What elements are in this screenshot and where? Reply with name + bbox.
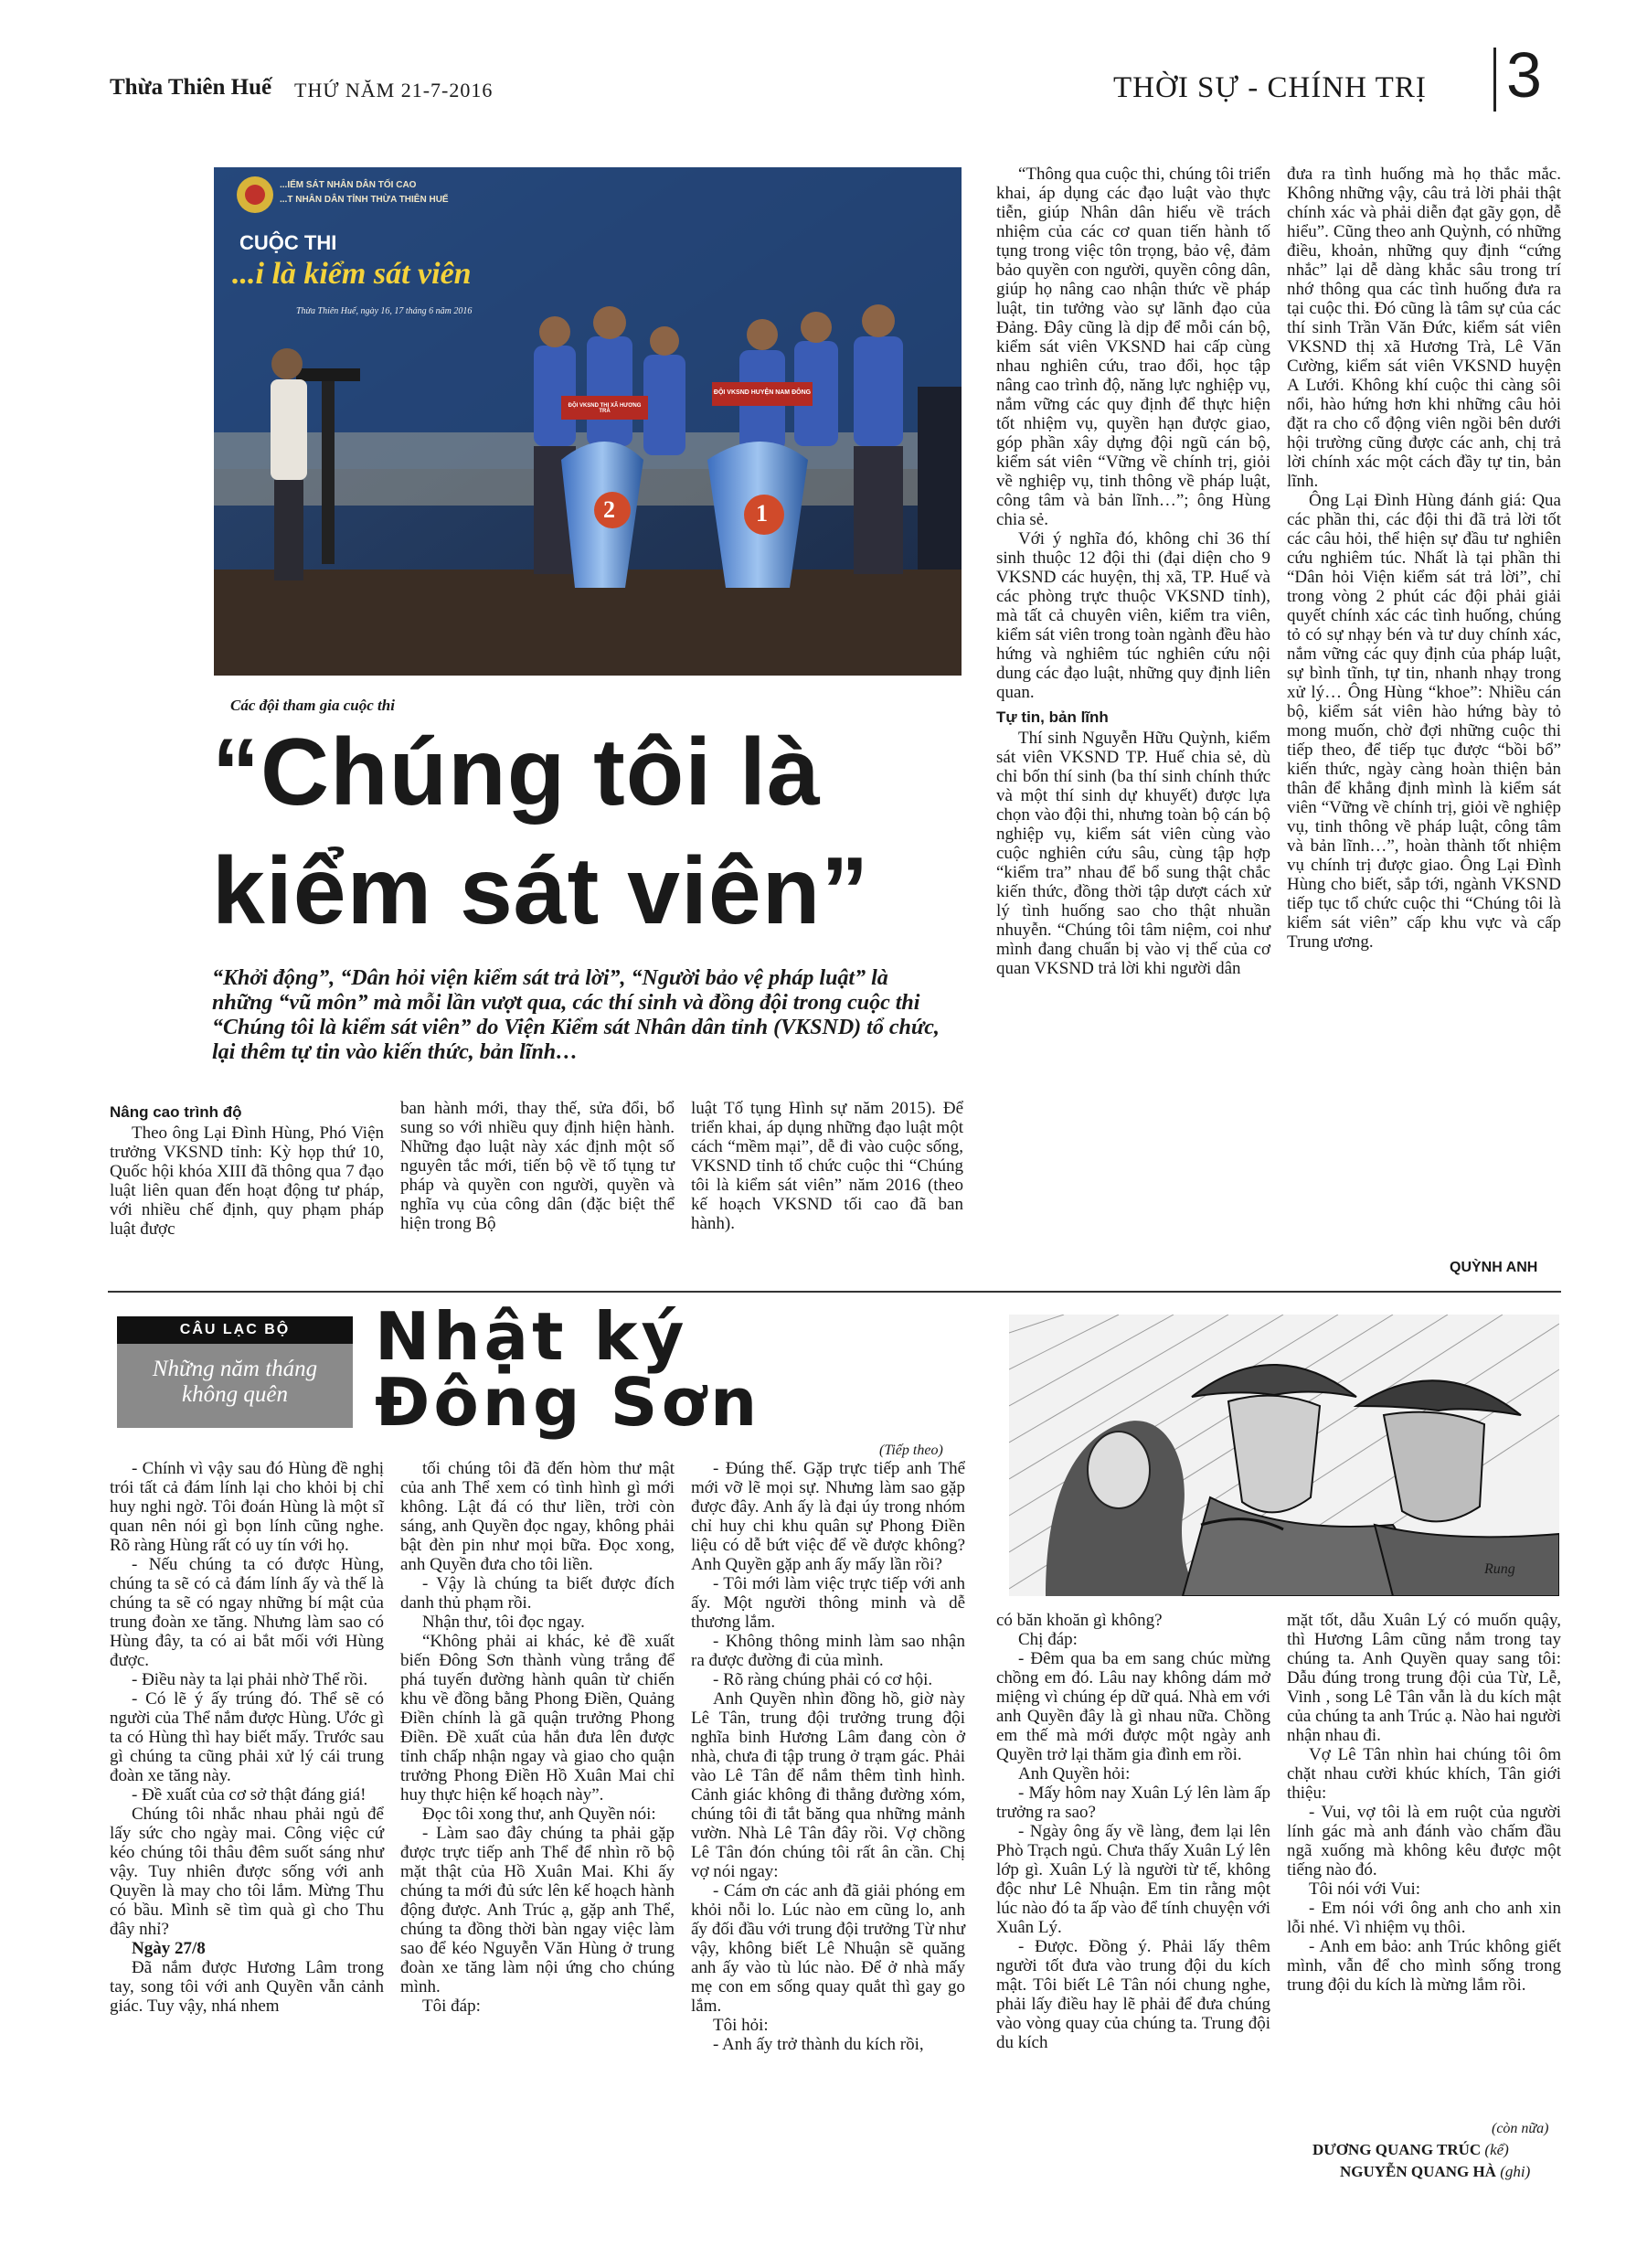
page-header <box>0 0 1647 110</box>
team2-sign: ĐỘI VKSND THỊ XÃ HƯƠNG TRÀ <box>568 403 642 414</box>
story-paragraph: Chị đáp: <box>1018 1630 1078 1649</box>
story-paragraph: - Điều này ta lại phải nhờ Thể rồi. <box>132 1670 368 1689</box>
top-col-2 <box>400 1099 675 1233</box>
bottom-col-2 <box>400 1459 675 2016</box>
story-paragraph: - Cám ơn các anh đã giải phóng em khỏi nỗi lo. Lúc nào em cũng lo, anh ấy đối đầu với trung đội trưởng Từ như vậy, không biết Lê Nhuận sẽ quăng anh ấy vào tù lúc nào. Để ở nhà mấy mẹ con em sống quay quắt thì gay go lắm. <box>691 1881 965 2016</box>
author-2-name: NGUYỄN QUANG HÀ <box>1340 2163 1496 2180</box>
subheading-1: Nâng cao trình độ <box>110 1103 242 1121</box>
host-figure <box>271 348 307 580</box>
story-paragraph: “Không phải ai khác, kẻ đề xuất biến Đông Sơn thành vùng trắng để phá tuyến đường hành quân từ chiến khu về đồng bằng Phong Điền, Quảng Điền chính là gã quận trưởng Phong Điền. Đề xuất của hắn đưa lên được tỉnh chấp nhận ngay và giao cho quận trưởng Phong Điền Hồ Xuân Mai chỉ huy thực hiện kế hoạch này”. <box>400 1632 675 1805</box>
club-label-box <box>117 1316 353 1344</box>
story-paragraph: - Vui, vợ tôi là em ruột của người lính gác mà anh đánh vào chấm đầu ngã xuống mà không kêu được một tiếng nào đó. <box>1287 1803 1561 1879</box>
story-paragraph: - Làm sao đây chúng ta phải gặp được trực tiếp anh Thể để nhìn rõ bộ mặt thật của Hồ Xuân Mai. Khi ấy chúng ta mới đủ sức lên kế hoạch hành động được. Anh Trúc ạ, gặp anh Thể, chúng ta đồng thời bàn ngay việc làm sao để kéo Nguyễn Văn Hùng ở trung đoàn xe tăng làm nội ứng cho chúng mình. <box>400 1824 675 1996</box>
story-paragraph: - Không thông minh làm sao nhận ra được đường đi của mình. <box>691 1632 965 1670</box>
section-title: THỜI SỰ - CHÍNH TRỊ <box>1113 71 1427 104</box>
bottom-col-3 <box>691 1459 965 2054</box>
author-2-role: (ghi) <box>1500 2163 1531 2180</box>
banner-title-small: CUỘC THI <box>239 231 337 254</box>
banner-line2: ...T NHÂN DÂN TỈNH THỪA THIÊN HUẾ <box>280 195 449 205</box>
top-col-3 <box>691 1099 963 1233</box>
story-paragraph: - Được. Đồng ý. Phải lấy thêm người tốt đưa vào trung đội du kích mật. Tôi biết Lê Tân nói chung nghe, phải lấy điều hay lẽ phải để đưa chúng vào vòng quay của chúng ta. Trung đội du kích <box>996 1937 1270 2052</box>
bottom-col-1 <box>110 1459 384 2016</box>
top-col3-text: luật Tố tụng Hình sự năm 2015). Để triển khai, áp dụng những đạo luật một cách “mềm mại”, dễ đi vào cuộc sống, VKSND tỉnh tổ chức cuộc thi “Chúng tôi là kiểm sát viên” năm 2016 (theo kế hoạch VKSND tối cao đã ban hành). <box>691 1099 963 1233</box>
top-col-4 <box>996 165 1270 978</box>
headline-line1: “Chúng tôi là <box>212 719 821 825</box>
club-label: CÂU LẠC BỘ <box>179 1322 291 1337</box>
story-paragraph: Tôi hỏi: <box>713 2016 769 2035</box>
top-col-5 <box>1287 165 1561 952</box>
top-col4-para2: Với ý nghĩa đó, không chỉ 36 thí sinh thuộc 12 đội thi (đại diện cho 9 VKSND các huyện, thị xã, TP. Huế và các phòng trực thuộc VKSND tỉnh), mà tất cả chuyên viên, kiểm tra viên, kiểm sát viên trong toàn ngành đều hào hứng và nghiêm túc nghiên cứu nội dung các đạo luật, những quy định liên quan. <box>996 529 1270 702</box>
story-paragraph: - Mấy hôm nay Xuân Lý lên làm ấp trưởng ra sao? <box>996 1784 1270 1822</box>
story-paragraph: tối chúng tôi đã đến hòm thư mật của anh Thể xem có tình hình gì mới không. Lật đá có thư liền, trời còn sáng, anh Quyền đọc ngay, không phải bật đèn pin như mọi bữa. Đọc xong, anh Quyền đưa cho tôi liền. <box>400 1459 675 1574</box>
banner-title-big: ...i là kiểm sát viên <box>232 257 472 291</box>
top-article-author: QUỲNH ANH <box>1450 1260 1538 1275</box>
issue-date: THỨ NĂM 21-7-2016 <box>294 79 494 101</box>
podium1-number: 1 <box>756 500 768 527</box>
story-paragraph: - Ngày ông ấy về làng, đem lại lên Phò Trạch ngủ. Chưa thấy Xuân Lý lên lớp gì. Xuân Lý là người từ tế, không độc như Lê Nhuận. Em tin rằng một lúc nào đó ta ấp vào để tính chuyện với Xuân Lý. <box>996 1822 1270 1937</box>
story-paragraph: - Đúng thế. Gặp trực tiếp anh Thể mới vỡ lẽ mọi sự. Nhưng làm sao gặp được đây. Anh ấy là đại úy trong nhóm chỉ huy chi khu quân sự Phong Điền liệu có dễ bứt việc để về được không? Anh Quyền gặp anh ấy mấy lần rồi? <box>691 1459 965 1574</box>
article-lead: “Khởi động”, “Dân hỏi viện kiểm sát trả lời”, “Người bảo vệ pháp luật” là những “vũ môn” mà mỗi lần vượt qua, các thí sinh và đồng đội trong cuộc thi “Chúng tôi là kiểm sát viên” do Viện Kiểm sát Nhân dân tỉnh (VKSND) tổ chức, lại thêm tự tin vào kiến thức, bản lĩnh… <box>212 966 940 1064</box>
soldiers-illustration <box>1009 1315 1559 1596</box>
story-paragraph: mặt tốt, dẫu Xuân Lý có muốn quậy, thì Hương Lâm cũng nắm trong tay chúng ta. Anh Quyền quay sang tôi: Dẫu đúng trong trung đội của Từ, Lễ, Vinh , song Lê Tân vẫn là du kích mật của chúng ta anh Trúc ạ. Nào hai người nhận nhau đi. <box>1287 1611 1561 1745</box>
story-paragraph: - Nếu chúng ta có được Hùng, chúng ta sẽ có cả đám lính ấy và thế là chúng ta sẽ có ngay những bí mật của trung đoàn xe tăng. Nhưng làm sao có Hùng đây, ta có ai bắt mối với Hùng được. <box>110 1555 384 1670</box>
team1-sign: ĐỘI VKSND HUYỆN NAM ĐÔNG <box>713 389 812 396</box>
story-paragraph: - Em nói với ông anh cho anh xin lỗi nhé. Vì nhiệm vụ thôi. <box>1287 1899 1561 1937</box>
story-paragraph: Anh Quyền nhìn đồng hồ, giờ này Lê Tân, trung đội trưởng trung đội nghĩa binh Hương Lâm đang còn ở nhà, chưa đi tập trung ở trạm gác. Phải vào Lê Tân để nắm thêm tình hình. Cảnh giác không đi thẳng đường xóm, chúng tôi đi tắt băng qua những mảnh vườn. Nhà Lê Tân đây rồi. Vợ chồng Lê Tân đón chúng tôi rất ân cần. Chị vợ nói ngay: <box>691 1689 965 1881</box>
top-col4-para3: Thí sinh Nguyễn Hữu Quỳnh, kiểm sát viên VKSND TP. Huế chia sẻ, dù chỉ bốn thí sinh (ba thí sinh chính thức và một thí sinh dự khuyết) được lựa chọn vào đội thi, nhưng toàn bộ cán bộ nghiệp vụ, kiểm sát viên cùng vào cuộc nghiên cứu sâu, cùng tập hợp “kiểm tra” nhau để bổ sung thật chắc kiến thức, đồng thời tập dượt cách xử lý tình huống sao cho thật nhuần nhuyễn. “Chúng tôi tâm niệm, coi như mình đang chuẩn bị vào vị thế của cơ quan VKSND trả lời khi người dân <box>996 729 1270 978</box>
author-1-role: (kể) <box>1484 2141 1509 2158</box>
section-separator <box>108 1291 1561 1293</box>
story-paragraph: Chúng tôi nhắc nhau phải ngủ để lấy sức cho ngày mai. Công việc cứ kéo chúng tôi thâu đêm suốt sáng như vậy. Tuy nhiên được sống với anh Quyền là may cho tôi lắm. Mừng Thu có bầu. Mình sẽ tìm quà gì cho Thu đây nhỉ? <box>110 1805 384 1939</box>
headline-line2: kiểm sát viên” <box>212 838 870 944</box>
soldiers-drawing <box>1009 1315 1559 1596</box>
club-subtitle-line2: không quên <box>182 1382 288 1407</box>
story-paragraph: Ngày 27/8 <box>132 1939 206 1958</box>
club-subtitle-box <box>117 1344 353 1428</box>
illustration-signature: Rung <box>1484 1561 1515 1577</box>
story-paragraph: có băn khoăn gì không? <box>996 1611 1163 1630</box>
to-be-continued: (còn nữa) <box>1492 2121 1549 2136</box>
subheading-2: Tự tin, bản lĩnh <box>996 708 1109 726</box>
paper-name: Thừa Thiên Huế <box>110 75 272 100</box>
top-col2-text: ban hành mới, thay thế, sửa đổi, bổ sung so với nhiều quy định hiện hành. Những đạo luật này xác định một số nguyên tắc mới, tiến bộ về tố tụng tư pháp và quyền con người, quyền và nghĩa vụ của công dân (đặc biệt thể hiện trong Bộ <box>400 1099 675 1233</box>
header-divider <box>1493 48 1496 112</box>
serial-title-line1: Nhật ký <box>375 1298 688 1375</box>
story-paragraph: Đã nắm được Hương Lâm trong tay, song tôi với anh Quyền vẫn cảnh giác. Tuy vậy, nhá nhem <box>110 1958 384 2016</box>
story-paragraph: - Có lẽ ý ấy trúng đó. Thể sẽ có người của Thể nắm được Hùng. Ước gì ta có Hùng thì hay biết mấy. Trước sau gì chúng ta cũng phải xử lý cái trung đoàn xe tăng này. <box>110 1689 384 1785</box>
lectern <box>296 368 360 381</box>
contest-photo <box>214 167 962 676</box>
banner-date: Thừa Thiên Huế, ngày 16, 17 tháng 6 năm 2016 <box>296 306 473 316</box>
bottom-col-4 <box>996 1611 1270 2052</box>
story-paragraph: Tôi nói với Vui: <box>1309 1879 1421 1899</box>
story-paragraph: Tôi đáp: <box>422 1996 481 2016</box>
top-col1-text: Theo ông Lại Đình Hùng, Phó Viện trưởng VKSND tỉnh: Kỳ họp thứ 10, Quốc hội khóa XIII đã thông qua 7 đạo luật liên quan đến hoạt động tư pháp, với nhiều chế định, quy phạm pháp luật được <box>110 1123 384 1239</box>
bottom-col-5 <box>1287 1611 1561 1995</box>
story-paragraph: - Đêm qua ba em sang chúc mừng chồng em đó. Lâu nay không dám mở miệng vì chúng ép dữ quá. Nhà em với anh Quyền đây là gì nhau nữa. Chồng em thế mà mới được một ngày anh Quyền trở lại thăm gia đình em rồi. <box>996 1649 1270 1764</box>
story-paragraph: - Chính vì vậy sau đó Hùng đề nghị trói tất cả đám lính lại cho khỏi bị chỉ huy nghi ngờ. Tôi đoán Hùng là một sĩ quan nên nói gì bọn lính cũng nghe. Rõ ràng Hùng rất có uy tín với họ. <box>110 1459 384 1555</box>
top-col5-para1: đưa ra tình huống mà họ thắc mắc. Không những vậy, câu trả lời phải thật chính xác và phải diễn đạt gãy gọn, dễ hiểu”. Cũng theo anh Quỳnh, có những điều, khoản, những quy định “cứng nhắc” lại dễ dàng khắc sâu trong trí nhớ thông qua các tình huống đưa ra tại cuộc thi. Đó cũng là tâm sự của các thí sinh Trần Văn Đức, kiểm sát viên VKSND thị xã Hương Trà, Lê Văn Cường, kiểm sát viên VKSND huyện A Lưới. Không khí cuộc thi càng sôi nổi, hào hứng hơn khi những câu hỏi đặt ra cho cổ động viên ngồi bên dưới hội trường cũng được các anh, chị trả lời chính xác một cách đầy tự tin, bản lĩnh. <box>1287 165 1561 491</box>
byline-1 <box>1312 2141 1509 2159</box>
club-subtitle-line1: Những năm tháng <box>152 1357 318 1381</box>
story-paragraph: Anh Quyền hỏi: <box>1018 1764 1131 1784</box>
story-paragraph: Vợ Lê Tân nhìn hai chúng tôi ôm chặt nhau cười khúc khích, Tân giới thiệu: <box>1287 1745 1561 1803</box>
story-paragraph: - Anh ấy trở thành du kích rồi, <box>713 2035 924 2054</box>
page-number: 3 <box>1506 39 1542 111</box>
top-col4-para1: “Thông qua cuộc thi, chúng tôi triển khai, áp dụng các đạo luật vào thực tiễn, giúp Nhân dân hiểu về trách nhiệm của các cơ quan tiến hành tố tụng trong việc tôn trọng, bảo vệ, đảm bảo quyền con người, quyền công dân, giúp họ nâng cao nhận thức về pháp luật, tin tưởng vào sự lãnh đạo của Đảng. Đây cũng là dịp để mỗi cán bộ, kiểm sát viên VKSND hai cấp cùng nhau nghiên cứu, trao đổi, học tập nâng cao trình độ, năng lực nghiệp vụ, nắm vững các quy định để thực hiện tốt nhiệm vụ, quyền hạn được giao, góp phần xây dựng đội ngũ cán bộ, kiểm sát viên “Vững về chính trị, giỏi về nghiệp vụ, tinh thông về pháp luật, công tâm và bản lĩnh…”; ông Hùng chia sẻ. <box>996 165 1270 529</box>
continued-note: (Tiếp theo) <box>879 1443 943 1458</box>
story-paragraph: - Anh em bảo: anh Trúc không giết mình, vẫn để cho mình sống trong trung đội du kích là mừng lắm rồi. <box>1287 1937 1561 1995</box>
story-paragraph: Đọc tôi xong thư, anh Quyền nói: <box>422 1805 656 1824</box>
story-paragraph: - Rõ ràng chúng phải có cơ hội. <box>713 1670 933 1689</box>
top-col5-para2: Ông Lại Đình Hùng đánh giá: Qua các phần thi, các đội thi đã trả lời tốt các câu hỏi, thể hiện sự đầu tư nghiên cứu nghiêm túc. Nhất là tại phần thi “Dân hỏi Viện kiểm sát trả lời”, chỉ trong vòng 2 phút các đội phải giải quyết chính xác các tình huống, chúng tỏ có sự nhạy bén và tư duy chính xác, nắm vững các quy định của pháp luật, sự bình tĩnh, tự tin, nhanh nhạy trong xử lý… Ông Hùng “khoe”: Nhiều cán bộ, kiểm sát viên hào hứng bày tỏ mong muốn, chờ đợi những cuộc thi tiếp theo, để tiếp tục được “bồi bổ” kiến thức, ngày càng hoàn thiện bản thân để khẳng định mình là kiểm sát viên “Vững về chính trị, giỏi về nghiệp vụ, tinh thông về pháp luật, công tâm và bản lĩnh…”, hoàn thành tốt nhiệm vụ chính trị được giao. Ông Lại Đình Hùng cho biết, sắp tới, ngành VKSND tiếp tục tổ chức cuộc thi “Chúng tôi là kiểm sát viên” cấp khu vực và cấp Trung ương. <box>1287 491 1561 952</box>
story-paragraph: - Tôi mới làm việc trực tiếp với anh ấy. Một người thông minh và dễ thương lắm. <box>691 1574 965 1632</box>
banner-line1: ...IỂM SÁT NHÂN DÂN TỐI CAO <box>280 180 417 190</box>
story-paragraph: - Vậy là chúng ta biết được đích danh thủ phạm rồi. <box>400 1574 675 1613</box>
top-col-1 <box>110 1097 384 1239</box>
podium2-number: 2 <box>603 496 615 523</box>
author-1-name: DƯƠNG QUANG TRÚC <box>1312 2141 1482 2158</box>
story-paragraph: Nhận thư, tôi đọc ngay. <box>422 1613 585 1632</box>
photo-caption: Các đội tham gia cuộc thi <box>230 697 395 714</box>
byline-2 <box>1340 2163 1530 2181</box>
story-paragraph: - Đề xuất của cơ sở thật đáng giá! <box>132 1785 367 1805</box>
serial-title-line2: Đông Sơn <box>375 1364 761 1441</box>
